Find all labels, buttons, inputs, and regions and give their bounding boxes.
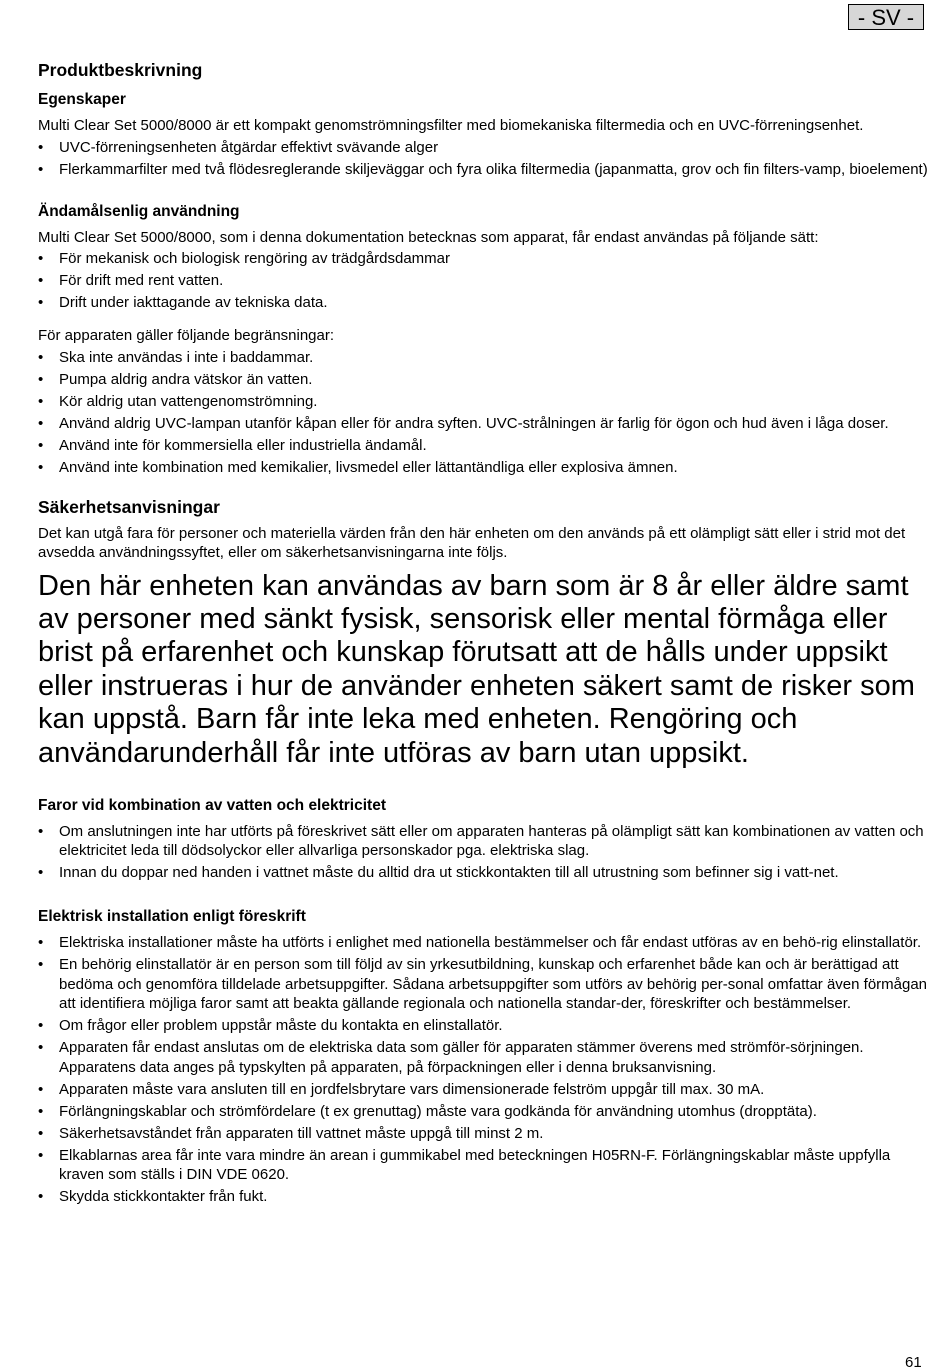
list-item: • UVC-förreningsenheten åtgärdar effektivt svävande alger <box>38 138 928 158</box>
electrical-heading: Elektrisk installation enligt föreskrift <box>38 908 306 926</box>
list-item: • Använd inte för kommersiella eller industriella ändamål. <box>38 436 928 456</box>
list-item: • En behörig elinstallatör är en person som till följd av sin yrkesutbildning, kunskap och erfarenhet både kan och är berättigad att bedöma och genomföra tilldelade arbetsuppgifter. Sådana arbetsuppgifter som utförs av behörig per-sonal omfattar även förmågan att identifiera möjliga faror samt att beakta gällande regionala och nationella standar-der, föreskrifter och bestämmelser. <box>38 955 928 1014</box>
intended-use-heading: Ändamålsenlig användning <box>38 202 240 220</box>
restrictions-list <box>38 348 928 478</box>
section-title-product-description: Produktbeskrivning <box>38 60 203 80</box>
intended-use-list <box>38 249 928 313</box>
list-item: • För drift med rent vatten. <box>38 271 928 291</box>
list-item: • Använd aldrig UVC-lampan utanför kåpan eller för andra syften. UVC-strålningen är farlig för ögon och hud även i låga doser. <box>38 414 928 434</box>
document-body <box>38 58 928 1209</box>
list-item: • Apparaten måste vara ansluten till en jordfelsbrytare vars dimensionerade felström uppgår till max. 30 mA. <box>38 1080 928 1100</box>
intended-use-text: Multi Clear Set 5000/8000, som i denna dokumentation betecknas som apparat, får endast användas på följande sätt: <box>38 228 819 246</box>
list-item: • Innan du doppar ned handen i vattnet måste du alltid dra ut stickkontakten till all utrustning som befinner sig i vatt-net. <box>38 863 928 883</box>
list-item: • Om anslutningen inte har utförts på föreskrivet sätt eller om apparaten hanteras på olämpligt sätt kan kombinationen av vatten och elektricitet leda till dödsolyckor eller allvarliga personskador pga. elektriska slag. <box>38 822 928 861</box>
list-item: • Drift under iakttagande av tekniska data. <box>38 293 928 313</box>
language-tag: - SV - <box>848 4 924 30</box>
list-item: • Pumpa aldrig andra vätskor än vatten. <box>38 370 928 390</box>
features-list <box>38 138 928 180</box>
list-item: • Ska inte användas i inte i baddammar. <box>38 348 928 368</box>
list-item: • För mekanisk och biologisk rengöring av trädgårdsdammar <box>38 249 928 269</box>
list-item: • Elkablarnas area får inte vara mindre än arean i gummikabel med beteckningen H05RN-F. Förlängningskablar måste uppfylla kraven som ställs i DIN VDE 0620. <box>38 1146 928 1185</box>
list-item: • Säkerhetsavståndet från apparaten till vattnet måste uppgå till minst 2 m. <box>38 1124 928 1144</box>
electrical-list <box>38 933 928 1207</box>
list-item: • Förlängningskablar och strömfördelare (t ex grenuttag) måste vara godkända för användning utomhus (dropptäta). <box>38 1102 928 1122</box>
list-item: • Använd inte kombination med kemikalier, livsmedel eller lättantändliga eller explosiva ämnen. <box>38 458 928 478</box>
safety-heading: Säkerhetsanvisningar <box>38 496 220 517</box>
features-text: Multi Clear Set 5000/8000 är ett kompakt genomströmningsfilter med biomekaniska filtermedia och en UVC-förreningsenhet. <box>38 117 864 134</box>
water-electricity-heading: Faror vid kombination av vatten och elektricitet <box>38 796 386 814</box>
list-item: • Kör aldrig utan vattengenomströmning. <box>38 392 928 412</box>
list-item: • Apparaten får endast anslutas om de elektriska data som gäller för apparaten stämmer överens med strömför-sörjningen. Apparatens data anges på typskylten på apparaten, på förpackningen eller i denna bruksanvisning. <box>38 1038 928 1077</box>
restrictions-text: För apparaten gäller följande begränsningar: <box>38 327 335 344</box>
page-number: 61 <box>905 1354 922 1371</box>
list-item: • Skydda stickkontakter från fukt. <box>38 1187 928 1207</box>
safety-warning: Den här enheten kan användas av barn som är 8 år eller äldre samt av personer med sänkt fysisk, sensorisk eller mental förmåga eller brist på erfarenhet och kunskap förutsatt att de hålls under uppsikt eller instrueras i hur de använder enheten säkert samt de risker som kan uppstå. Barn får inte leka med enheten. Rengöring och användarunderhåll får inte utföras av barn utan uppsikt. <box>38 569 915 769</box>
features-heading: Egenskaper <box>38 91 126 108</box>
list-item: • Elektriska installationer måste ha utförts i enlighet med nationella bestämmelser och får endast utföras av en behö-rig elinstallatör. <box>38 933 928 953</box>
safety-text: Det kan utgå fara för personer och materiella värden från den här enheten om den används på ett olämpligt sätt eller i strid mot det avsedda användningssyftet, eller om säkerhetsanvisningarna inte följs. <box>38 524 906 561</box>
water-electricity-list <box>38 822 928 883</box>
list-item: • Om frågor eller problem uppstår måste du kontakta en elinstallatör. <box>38 1016 928 1036</box>
list-item: • Flerkammarfilter med två flödesreglerande skiljeväggar och fyra olika filtermedia (japanmatta, grov och fin filters-vamp, bioelement) <box>38 160 928 180</box>
